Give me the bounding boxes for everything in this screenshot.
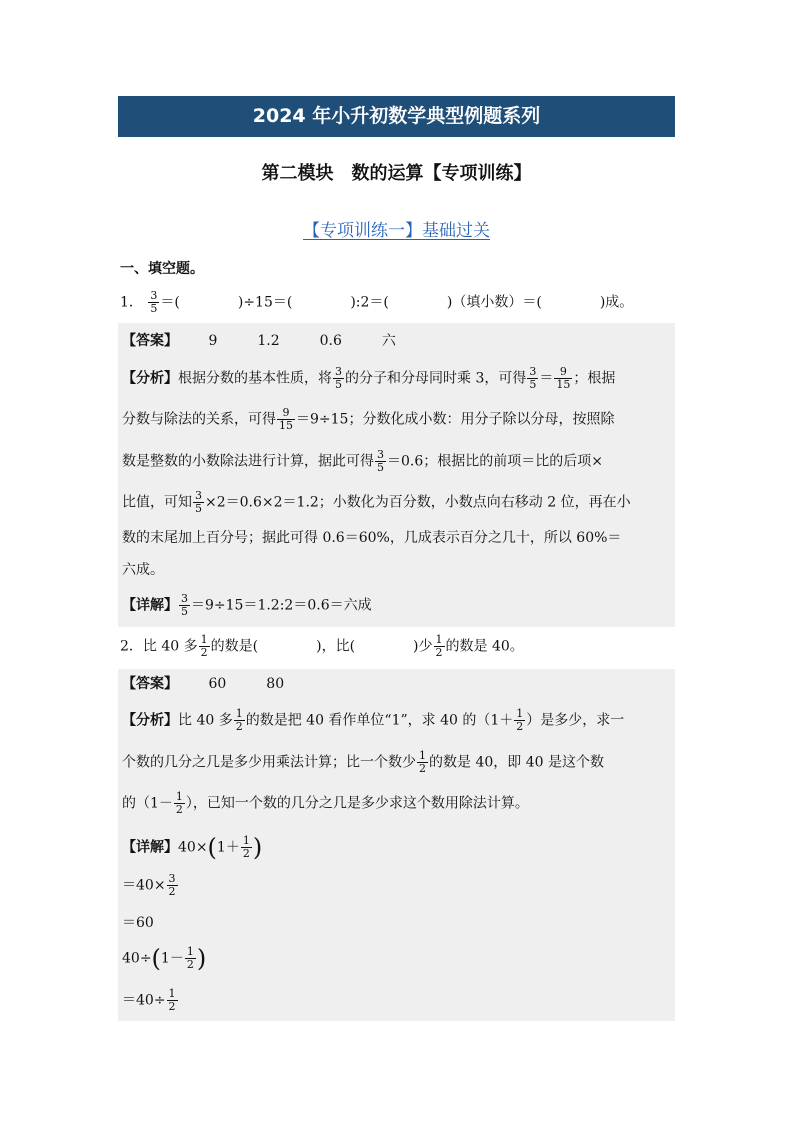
detail-line-2-4: 40÷(1－ $\frac{1}{2}$ ) (122, 944, 207, 973)
answer-row-1: 【答案】 9 1.2 0.6 六 (122, 333, 396, 349)
analysis-line-6: 六成。 (122, 562, 164, 578)
analysis-line-3: 数是整数的小数除法进行计算，据此可得 $\frac{3}{5}$ ＝0.6；根据比的前项＝比的后项× (122, 448, 603, 474)
analysis-line-4: 比值，可知 $\frac{3}{5}$ ×2＝0.6×2＝1.2；小数化为百分数，小数点向右移动 2 位，再在小 (122, 489, 631, 515)
analysis-line-2-3: 的（1－ $\frac{1}{2}$ ），已知一个数的几分之几是多少求这个数用除法计算。 (122, 790, 529, 816)
question-2: 2．比 40 多 $\frac{1}{2}$ 的数是( )，比( )少 $\frac{1}{2}$ 的数是 40。 (120, 633, 524, 659)
analysis-line-2-2: 个数的几分之几是多少用乘法计算；比一个数少 $\frac{1}{2}$ 的数是 40，即 40 是这个数 (122, 749, 604, 775)
answer-row-2: 【答案】 60 80 (122, 676, 285, 692)
analysis-line-1: 【分析】根据分数的基本性质，将 $\frac{3}{5}$ 的分子和分母同时乘 3，可得 $\frac{3}{5}$ ＝ $\frac{9}{15}$ ；根据 (122, 365, 616, 391)
fraction-one-half: $\frac{1}{2}$ (200, 633, 208, 659)
training-title: 【专项训练一】基础过关 (303, 221, 490, 241)
detail-line-1: 【详解】 $\frac{3}{5}$ ＝9÷15＝1.2:2＝0.6＝六成 (122, 592, 372, 618)
fraction-three-fifths: $\frac{3}{5}$ (150, 289, 158, 315)
detail-line-2-5: ＝40÷ $\frac{1}{2}$ (122, 987, 176, 1013)
module-title: 第二模块 数的运算【专项训练】 (261, 163, 532, 184)
detail-line-2-1: 【详解】40×(1＋ $\frac{1}{2}$ ) (122, 833, 263, 862)
detail-line-2-2: ＝40× $\frac{3}{2}$ (122, 872, 176, 898)
analysis-line-5: 数的末尾加上百分号；据此可得 0.6＝60%，几成表示百分之几十，所以 60%＝ (122, 530, 622, 546)
section-heading: 一、填空题。 (120, 261, 204, 277)
question-1: 1． $\frac{3}{5}$ ＝( )÷15＝( ):2＝( )（填小数）＝( )成。 (120, 289, 634, 315)
analysis-line-2-1: 【分析】比 40 多 $\frac{1}{2}$ 的数是把 40 看作单位“1”，求 40 的（1＋ $\frac{1}{2}$ ）是多少，求一 (122, 707, 625, 733)
detail-line-2-3: ＝60 (122, 915, 154, 931)
analysis-line-2: 分数与除法的关系，可得 $\frac{9}{15}$ ＝9÷15；分数化成小数：用分子除以分母，按照除 (122, 406, 615, 432)
series-title-banner: 2024 年小升初数学典型例题系列 (118, 96, 675, 137)
